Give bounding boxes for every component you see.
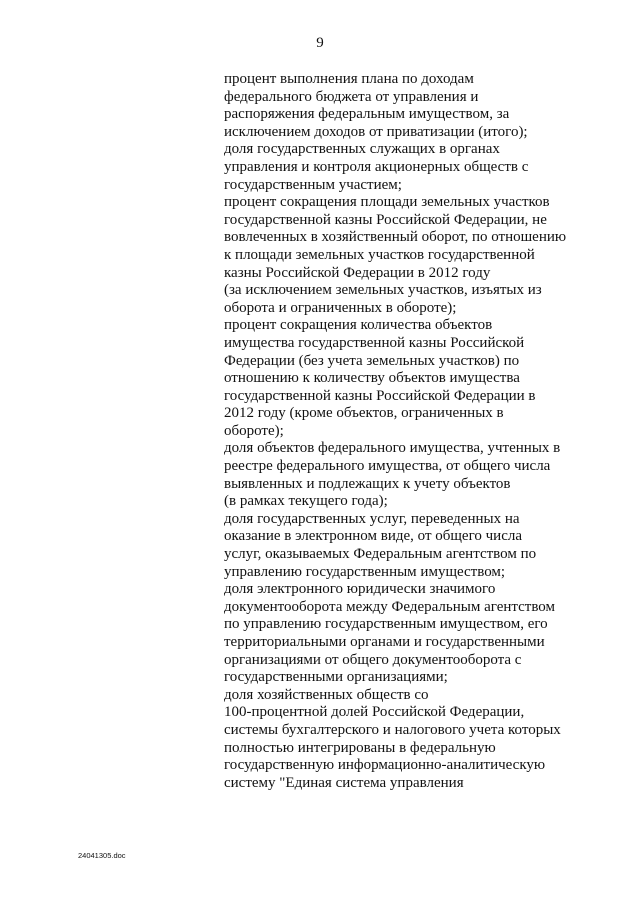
text-line: реестре федерального имущества, от общего числа bbox=[224, 458, 551, 475]
text-line: полностью интегрированы в федеральную bbox=[224, 739, 496, 756]
text-line: управления и контроля акционерных обществ с bbox=[224, 158, 529, 175]
text-line: отношению к количеству объектов имущества bbox=[224, 370, 520, 387]
text-line: доля объектов федерального имущества, учтенных в bbox=[224, 440, 561, 457]
text-line: 2012 году (кроме объектов, ограниченных в bbox=[224, 405, 504, 422]
text-line: распоряжения федеральным имуществом, за bbox=[224, 106, 510, 123]
text-line: оказание в электронном виде, от общего числа bbox=[224, 528, 522, 545]
text-line: территориальными органами и государственными bbox=[224, 634, 545, 650]
text-line: системы бухгалтерского и налогового учета которых bbox=[224, 721, 561, 738]
text-line: государственной казны Российской Федерации, не bbox=[224, 211, 547, 228]
text-line: 100-процентной долей Российской Федерации, bbox=[224, 704, 525, 721]
text-line: государственными организациями; bbox=[224, 669, 448, 686]
text-line: государственную информационно-аналитическую bbox=[224, 757, 546, 774]
text-line: государственной казны Российской Федерации в bbox=[224, 387, 536, 404]
body-text bbox=[224, 71, 567, 792]
text-line: организациями от общего документооборота с bbox=[224, 651, 522, 668]
text-line: доля электронного юридически значимого bbox=[224, 581, 496, 598]
text-line: услуг, оказываемых Федеральным агентством по bbox=[224, 546, 537, 563]
text-line: по управлению государственным имуществом, его bbox=[224, 616, 548, 633]
text-line: (за исключением земельных участков, изъятых из bbox=[224, 282, 542, 299]
text-line: процент сокращения площади земельных участков bbox=[224, 194, 550, 211]
text-line: документооборота между Федеральным агентством bbox=[224, 598, 556, 615]
document-filename: 24041305.doc bbox=[78, 851, 126, 860]
text-line: Федерации (без учета земельных участков) по bbox=[224, 352, 520, 369]
text-line: к площади земельных участков государственной bbox=[224, 246, 535, 263]
text-line: процент сокращения количества объектов bbox=[224, 317, 493, 334]
text-line: федерального бюджета от управления и bbox=[224, 88, 479, 105]
text-line: доля государственных услуг, переведенных на bbox=[224, 510, 520, 527]
text-line: исключением доходов от приватизации (итого); bbox=[224, 123, 528, 140]
text-line: процент выполнения плана по доходам bbox=[224, 71, 474, 87]
text-line: имущества государственной казны Российской bbox=[224, 334, 525, 351]
text-line: управлению государственным имуществом; bbox=[224, 563, 506, 580]
text-line: вовлеченных в хозяйственный оборот, по отношению bbox=[224, 229, 567, 246]
page-number: 9 bbox=[316, 35, 324, 51]
text-line: обороте); bbox=[224, 422, 284, 439]
text-line: государственным участием; bbox=[224, 176, 402, 193]
text-line: выявленных и подлежащих к учету объектов bbox=[224, 475, 511, 492]
text-line: (в рамках текущего года); bbox=[224, 493, 388, 510]
text-line: оборота и ограниченных в обороте); bbox=[224, 299, 457, 316]
text-line: доля хозяйственных обществ со bbox=[224, 686, 429, 703]
text-line: доля государственных служащих в органах bbox=[224, 141, 500, 158]
text-line: систему "Единая система управления bbox=[224, 774, 464, 791]
text-line: казны Российской Федерации в 2012 году bbox=[224, 264, 491, 281]
